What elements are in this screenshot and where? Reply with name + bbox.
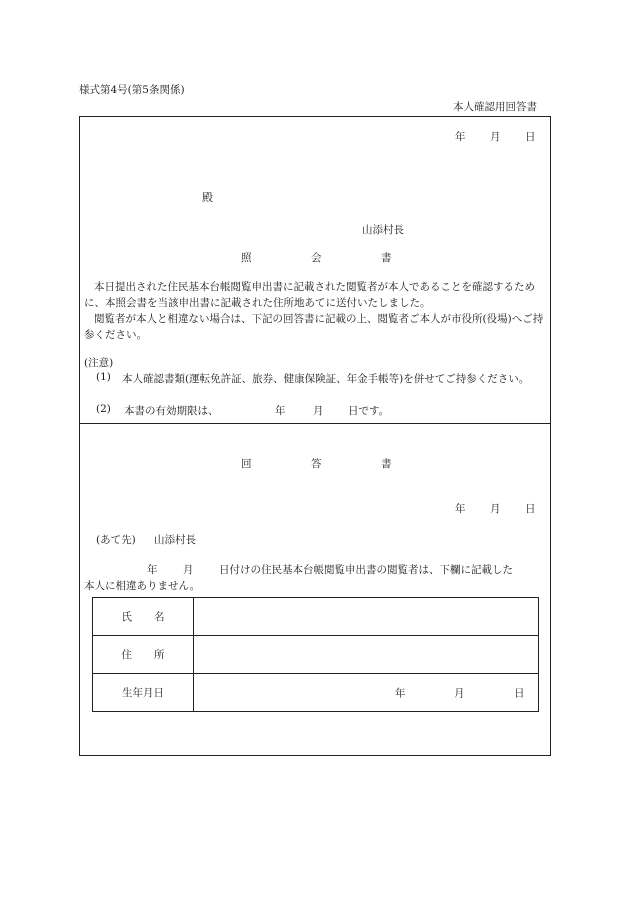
dob-label-cell: 生年月日 [93,674,194,712]
note-2-suffix: 日です。 [348,405,390,417]
inquiry-date-day: 日 [525,131,536,143]
name-label-char-1: 氏 [121,611,132,623]
form-number: 様式第4号(第5条関係) [79,84,185,96]
table-row [93,636,539,674]
address-label-cell [93,636,194,674]
addressee-label: (あて先) [96,534,136,546]
inquiry-date-year: 年 [455,131,466,143]
dob-day: 日 [514,687,525,699]
note-2-prefix: 本書の有効期限は、 [124,405,219,417]
answer-title-char-1: 回 [241,458,252,470]
note-1-text: 本人確認書類(運転免許証、旅券、健康保険証、年金手帳等)を併せてご持参ください。 [122,373,530,385]
table-row [93,674,539,712]
document-label: 本人確認用回答書 [453,101,537,113]
answer-date-month: 月 [490,503,501,515]
name-label-char-2: 名 [154,611,165,623]
inquiry-paragraph-2: 閲覧者が本人と相違ない場合は、下記の回答書に記載の上、閲覧者ご本人が市役所(役場)へご持参ください。 [84,313,544,341]
statement-year: 年 [147,564,158,576]
table-row [93,598,539,636]
note-2-year: 年 [275,405,286,417]
note-2-number: (2) [96,403,111,415]
section-divider [79,423,551,424]
answer-title-char-3: 書 [381,458,392,470]
name-value-field[interactable] [194,598,539,636]
inquiry-title-char-1: 照 [241,252,252,264]
inquiry-date-month: 月 [490,131,501,143]
inquiry-sender: 山添村長 [362,224,404,236]
answer-title-char-2: 答 [311,458,322,470]
answer-date-day: 日 [525,503,536,515]
statement-text-1: 日付けの住民基本台帳閲覧申出書の閲覧者は、下欄に記載した [219,564,513,576]
inquiry-paragraph-1: 本日提出された住民基本台帳閲覧申出書に記載された閲覧者が本人であることを確認するために、本照会書を当該申出書に記載された住所地あてに送付いたしました。 [84,281,535,309]
address-label-char-1: 住 [121,649,132,661]
recipient-honorific: 殿 [202,191,213,204]
name-label-cell [93,598,194,636]
inquiry-title-char-2: 会 [311,252,322,264]
inquiry-title-char-3: 書 [381,252,392,264]
dob-month: 月 [454,687,465,699]
statement-text-2: 本人に相違ありません。 [84,580,201,592]
statement-month: 月 [183,564,194,576]
addressee-name: 山添村長 [154,534,196,546]
dob-value-field[interactable] [194,674,539,712]
answer-date-year: 年 [455,503,466,515]
address-label-char-2: 所 [154,649,165,661]
address-value-field[interactable] [194,636,539,674]
note-1-number: (1) [96,371,111,383]
notes-heading: (注意) [84,357,114,369]
applicant-info-table [92,597,539,712]
dob-year: 年 [395,687,406,699]
note-2-month: 月 [313,405,324,417]
